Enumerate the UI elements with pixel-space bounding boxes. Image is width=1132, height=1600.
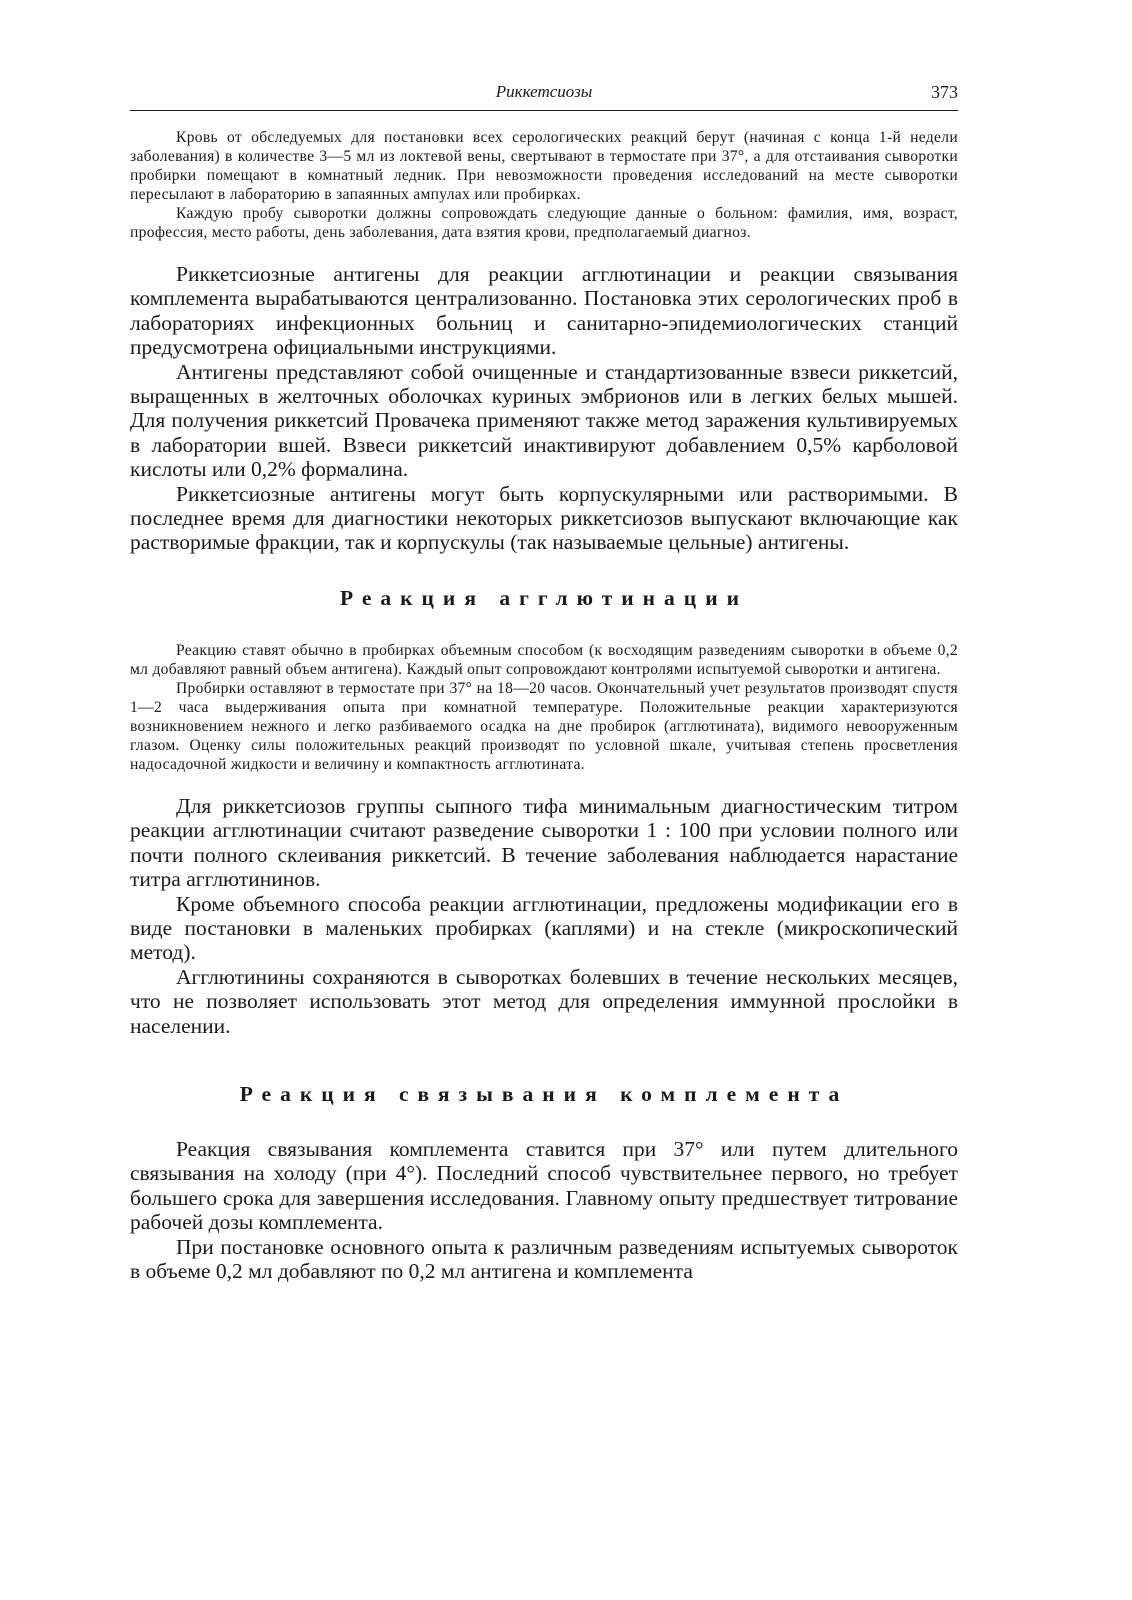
paragraph: При постановке основного опыта к различным разведениям испытуемых сывороток в объеме 0,2 мл добавляют по 0,2 мл антигена и комплемента (130, 1234, 958, 1283)
agglutination-small-print (130, 641, 958, 774)
paragraph: Для риккетсиозов группы сыпного тифа минимальным диагностическим титром реакции агглютинации считают разведение сыворотки 1 : 100 при условии полного или почти полного склеивания риккетсий. В течение заболевания наблюдается нарастание титра агглютининов. (130, 793, 958, 892)
paragraph: Реакцию ставят обычно в пробирках объемным способом (к восходящим разведениям сыворотки в объеме 0,2 мл добавляют равный объем антигена). Каждый опыт сопровождают контролями испытуемой сыворотки и антигена. (130, 641, 958, 678)
intro-small-print (130, 128, 958, 242)
page-number: 373 (931, 82, 958, 102)
paragraph: Кроме объемного способа реакции агглютинации, предложены модификации его в виде постановки в маленьких пробирках (каплями) и на стекле (микроскопический метод). (130, 891, 958, 965)
paragraph: Пробирки оставляют в термостате при 37° на 18—20 часов. Окончательный учет результатов производят спустя 1—2 часа выдерживания опыта при комнатной температуре. Положительные реакции характеризуются возникновением нежного и легко разбиваемого осадка на дне пробирок (агглютината), видимого невооруженным глазом. Оценку силы положительных реакций производят по условной шкале, учитывая степень просветления надосадочной жидкости и величину и компактность агглютината. (130, 679, 958, 773)
running-head (130, 80, 958, 111)
complement-main-text (130, 1137, 958, 1283)
paragraph: Каждую пробу сыворотки должны сопровождать следующие данные о больном: фамилия, имя, возраст, профессия, место работы, день заболевания, дата взятия крови, предполагаемый диагноз. (130, 205, 958, 241)
paragraph: Кровь от обследуемых для постановки всех серологических реакций берут (начиная с конца 1-й недели заболевания) в количестве 3—5 мл из локтевой вены, свертывают в термостате при 37°, а для отстаивания сыворотки пробирки помещают в комнатный ледник. При невозможности проведения исследований на месте сыворотки пересылают в лабораторию в запаянных ампулах или пробирках. (130, 129, 958, 203)
intro-main-text (130, 262, 958, 555)
paragraph: Риккетсиозные антигены для реакции агглютинации и реакции связывания комплемента вырабатываются централизованно. Постановка этих серологических проб в лабораториях инфекционных больниц и санитарно-эпидемиологических станций предусмотрена официальными инструкциями. (130, 262, 958, 360)
agglutination-main-text (130, 794, 958, 1038)
section-heading-complement: Реакция связывания комплемента (239, 1081, 849, 1106)
page-body (130, 128, 958, 1283)
paragraph: Агглютинины сохраняются в сыворотках болевших в течение нескольких месяцев, что не позволяет использовать этот метод для определения иммунной прослойки в населении. (130, 964, 958, 1038)
paragraph: Реакция связывания комплемента ставится при 37° или путем длительного связывания на холоду (при 4°). Последний способ чувствительнее первого, но требует большего срока для завершения исследования. Главному опыту предшествует титрование рабочей дозы комплемента. (130, 1136, 958, 1235)
paragraph: Антигены представляют собой очищенные и стандартизованные взвеси риккетсий, выращенных в желточных оболочках куриных эмбрионов или в легких белых мышей. Для получения риккетсий Провачека применяют также метод заражения культивируемых в лаборатории вшей. Взвеси риккетсий инактивируют добавлением 0,5% карболовой кислоты или 0,2% формалина. (130, 359, 958, 482)
paragraph: Риккетсиозные антигены могут быть корпускулярными или растворимыми. В последнее время для диагностики некоторых риккетсиозов выпускают включающие как растворимые фракции, так и корпускулы (так называемые цельные) антигены. (130, 481, 958, 555)
section-heading-agglutination: Реакция агглютинации (340, 585, 748, 610)
running-head-title: Риккетсиозы (495, 82, 593, 101)
